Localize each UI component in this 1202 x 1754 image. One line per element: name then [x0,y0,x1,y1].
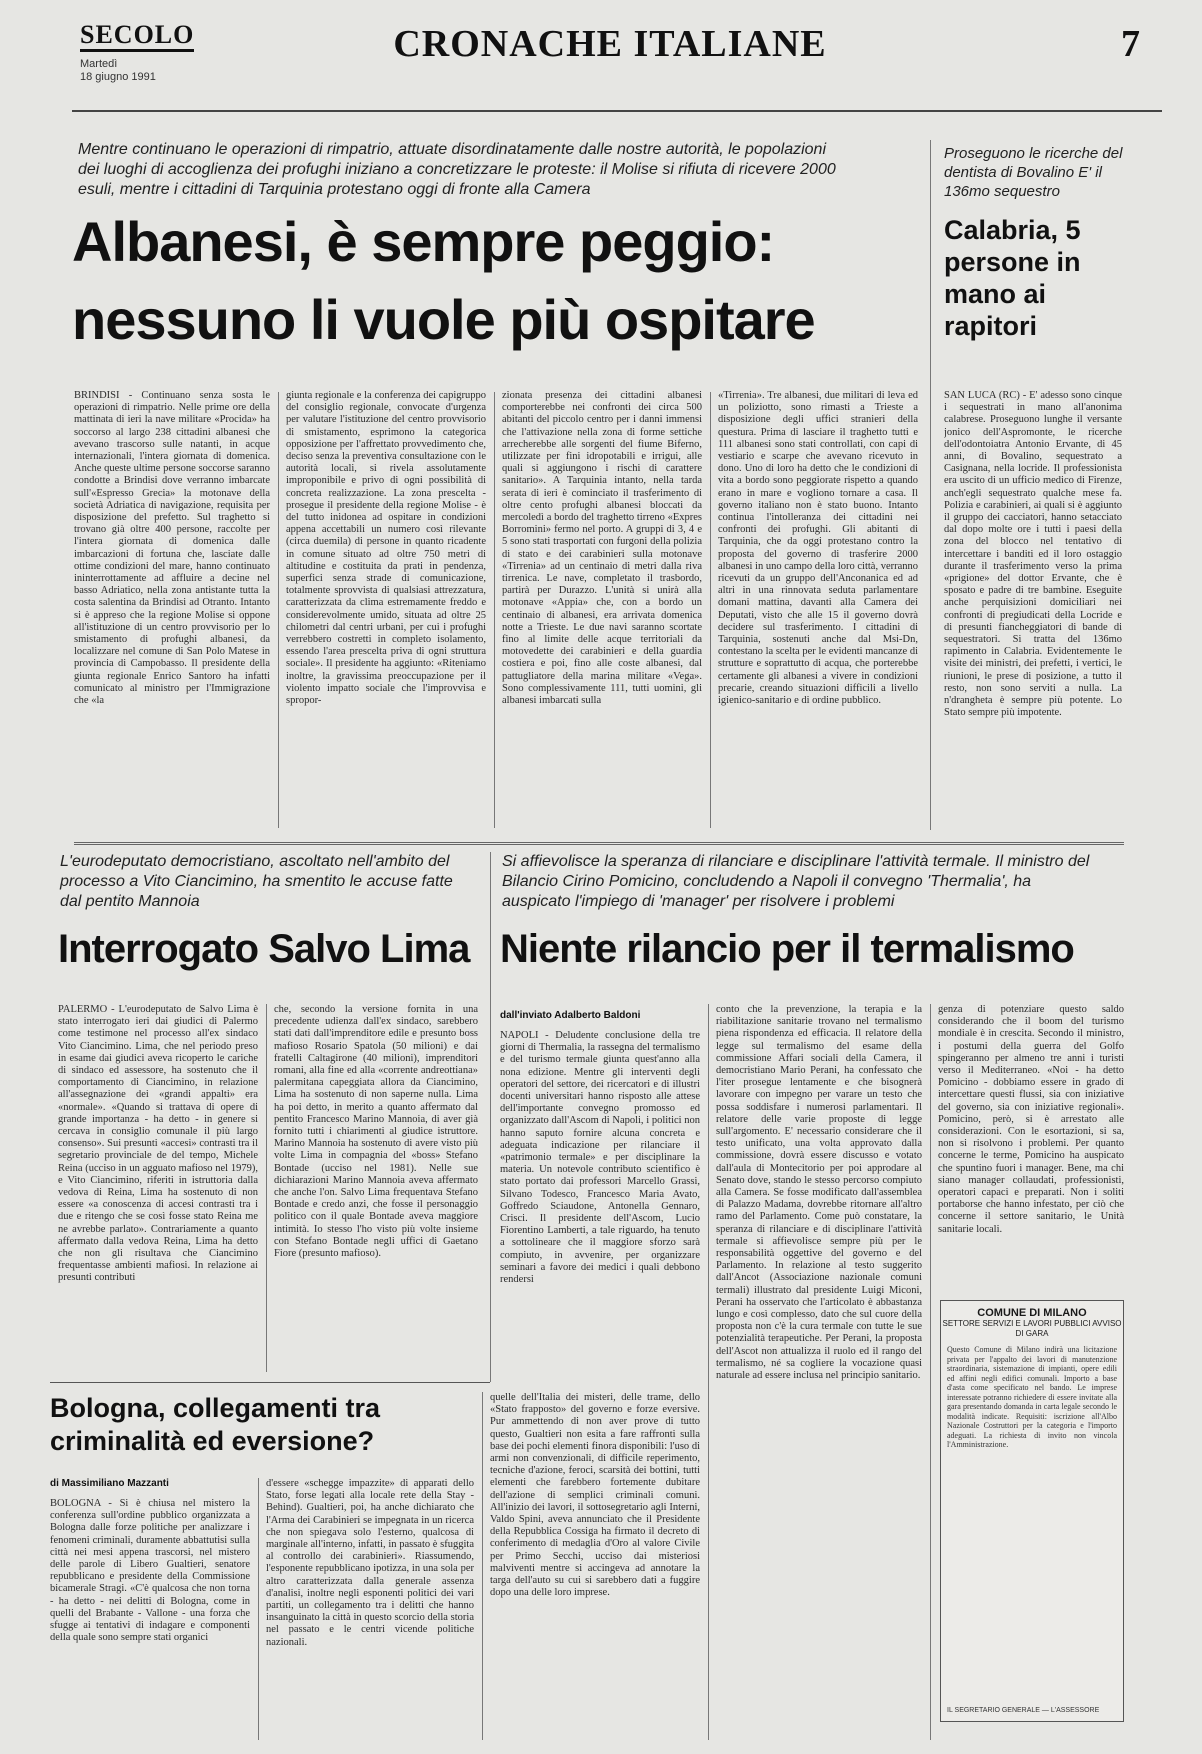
page-number: 7 [1121,23,1140,65]
issue-full-date: 18 giugno 1991 [80,71,156,83]
article-byline: dall'inviato Adalberto Baldoni [500,1010,641,1021]
article-column-1: BOLOGNA - Si è chiusa nel mistero la conferenza sull'ordine pubblico organizzata a Bologna dalle forze politiche per analizzare i fenomeni criminali, duramente abbattutisi sulla città nei mesi appena trascorsi, nel mistero delle parole di Libero Gualtieri, senatore repubblicano e presidente della Commissione bicamerale Stragi. «C'è qualcosa che non torna - ha detto - nei delitti di Bologna, come in quelli del Brabante - Vallone - una forza che sfugge ai tentativi di indagare e componenti della quale sono sempre stati organici [50,1498,250,1644]
article-column-2: giunta regionale e la conferenza dei capigruppo del consiglio regionale, convocate d'urgenza per valutare l'istituzione del centro provvisorio di smistamento, esprimono la categorica opposizione per l'affrettato provvedimento che, deciso senza la preventiva consultazione con le autorità locali, si rivela assolutamente improponibile e privo di ogni possibilità di concreta realizzazione. La zona prescelta - prosegue il presidente della regione Molise - è del tutto inidonea ad ospitare in condizioni appena accettabili un numero così rilevante (circa duemila) di persone in quanto ricadente in comune situato ad oltre 750 metri di altitudine e costituita da prati in pendenza, superfici senza strade di comunicazione, totalmente sprovvista di qualsiasi attrezzatura, caratterizzata da clima estremamente freddo e considerevolmente umido, situata ad oltre 25 chilometri dal centri urbani, per cui i profughi verrebbero costretti in completo isolamento, essendo l'area prescelta priva di ogni struttura sociale». Il presidente ha aggiunto: «Riteniamo inoltre, la gravissima preoccupazione per il violento impatto sociale che l'improvvisa e spropor- [286,390,486,707]
ad-body: Questo Comune di Milano indirà una licitazione privata per l'appalto dei lavori di manutenzione straordinaria, sistemazione di impianti, opere edili ed affini negli edifici comunali. Importo a base d'asta come specificato nel bando. Le imprese interessate potranno richiedere di essere invitate alla gara presentando domanda in carta legale secondo le modalità indicate. Requisiti: iscrizione all'Albo Nazionale Costruttori per la categoria e l'importo adeguati. La richiesta di invito non vincola l'Amministrazione. [947,1345,1117,1449]
article-column-3: quelle dell'Italia dei misteri, delle trame, dello «Stato frapposto» del governo e forze eversive. Pur ammettendo di non aver prove di tutto questo, Gualtieri non esita a fare raffronti sulla base dei pochi elementi finora disponibili: l'uso di armi non convenzionali, di difficile reperimento, tecniche d'azione, feroci, scarsità dei bottini, tutti elementi che farebbero fortemente dubitare dell'azione di semplici criminali comuni. All'inizio dei lavori, il sottosegretario agli Interni, Valdo Spini, aveva annunciato che il Presidente della Repubblica Cossiga ha firmato il decreto di conferimento di medaglia d'Oro al valore Civile per Primo Secchi, ucciso dai misteriosi malviventi mentre si accingeva ad annotare la targa dell'auto su cui si sarebbero dati a fuggire dopo una delle loro imprese. [490,1392,700,1599]
column-divider [278,392,279,828]
column-divider [258,1478,259,1740]
article-headline: Niente rilancio per il termalismo [500,927,1074,971]
column-divider [708,1004,709,1740]
article-headline-line2: nessuno li vuole più ospitare [72,288,815,351]
article-kicker: L'eurodeputato democristiano, ascoltato nell'ambito del processo a Vito Ciancimino, ha smentito le accuse fatte dal pentito Mannoia [60,853,453,910]
article-column-3: genza di potenziare questo saldo considerando che il boom del turismo mondiale è in crescita. Secondo il ministro, i postumi della guerra del Golfo spingeranno per almeno tre anni i turisti verso il Mediterraneo. «Noi - ha detto Pomicino - dobbiamo essere in grado di intercettare questi flussi, sia con iniziative del governo, sia con iniziative regionali». Pomicino, però, si è arrestato alle considerazioni. Con le esortazioni, si sa, non si risolvono i problemi. Per quanto concerne le terme, Pomicino ha auspicato che spuntino fuori i manager. Bene, ma chi siano manager collaudati, professionisti, operatori capaci e preparati. Non i soliti portaborse che hanno infestato, per ciò che concerne il settore sanitario, le Unità sanitarie locali. [938,1004,1124,1235]
column-divider [266,1004,267,1372]
article-column-1: PALERMO - L'eurodeputato de Salvo Lima è stato interrogato ieri dai giudici di Palermo come testimone nel processo all'ex sindaco Vito Ciancimino. Lima, che nel periodo preso in esame dai giudici aveva ricoperto le cariche di sindaco ed assessore, ha sostenuto che il comportamento di Ciancimino, in relazione all'assegnazione dei «grandi appalti» era «normale». «Quando si trattava di opere di grande importanza - ha detto - in genere si cercava in consiglio comunale il più largo consenso». Sui presunti «accesi» contrasti tra il segretario provinciale de del tempo, Michele Reina (ucciso in un agguato mafioso nel 1979), e Vito Ciancimino, riferiti in istruttoria dalla vedova di Reina, Lima ha sostenuto di non essere «a conoscenza di accesi contrasti tra i due e ritengo che se così fosse stato Reina me ne avrebbe parlato». Contrariamente a quanto affermato dalla vedova Reina, Lima ha detto che non gli risultava che Ciancimino frequentasse ambienti mafiosi. In relazione ai presunti contributi [58,1004,258,1284]
article-headline: Interrogato Salvo Lima [58,927,470,971]
article-column-1: BRINDISI - Continuano senza sosta le operazioni di rimpatrio. Nelle prime ore della mattinata di ieri la nave militare «Procida» ha soccorso al largo 238 cittadini albanesi che avevano trascorso sulle natanti, in acque internazionali, l'intera giornata di domenica. Anche queste ultime persone soccorse saranno condotte a Brindisi dove verranno imbarcate sull'«Espresso Grecia» la motonave della società Adriatica di navigazione, requisita per disposizione del prefetto. Sul traghetto si trovano già oltre 400 persone, raccolte per l'intera giornata di domenica dalle imbarcazioni di fortuna che, lasciate dalle ottime condizioni del mare, hanno continuato ininterrottamente ad affluire a decine nel basso Adriatico, nella zona antistante tutta la costa salentina da Brindisi ad Otranto. Intanto si è appreso che la regione Molise si oppone all'istituzione di un centro provvisorio per lo smistamento di profughi albanesi, da localizzare nel comune di San Polo Matese in provincia di Campobasso. Il presidente della giunta regionale Enrico Santoro ha infatti comunicato al ministro per l'Immigrazione che «la [74,390,270,707]
column-divider [482,1392,483,1740]
article-headline: Bologna, collegamenti tra criminalità ed eversione? [50,1393,381,1456]
sidebar-kicker: Proseguono le ricerche del dentista di Bovalino E' il 136mo sequestro [944,145,1123,200]
article-column-3: zionata presenza dei cittadini albanesi comporterebbe nei confronti dei circa 500 abitanti del piccolo centro per i danni immensi che l'attivazione nella zona di forme settiche arrecherebbe alle sorgenti del fiume Biferno, utilizzate per fini idropotabili e irrigui, alle quali si aggiungono i rischi di carattere sanitario». A Tarquinia intanto, nella tarda serata di ieri è cominciato il trasferimento di oltre cento profughi albanesi bloccati da mercoledì a bordo del traghetto tirreno «Expres Borromini» fermo nel porto. A gruppi di 3, 4 e 5 sono stati trasportati con furgoni della polizia di stato e dei carabinieri sulla motonave «Tirrenia» ad un centinaio di metri dalla riva tirrenica. Le nave, completato il trasbordo, partirà per Durazzo. L'unità si unirà alla motonave «Appia» che, con a bordo un centinaio di albanesi, era arrivata domenica notte a Trieste. Le due navi saranno scortate fino al limite delle acque territoriali da motovedette dei carabinieri e della guardia costiera e poi, fino alle coste albanesi, dal pattugliatore della marina militare «Vega». Sono complessivamente 111, tutti uomini, gli albanesi imbarcati sulla [502,390,702,707]
article-column-1: NAPOLI - Deludente conclusione della tre giorni di Thermalia, la rassegna del termalismo e del turismo termale giunta quest'anno alla nona edizione. Mentre gli interventi degli operatori del settore, dei ricercatori e di illustri docenti universitari hanno risposto alle attese dell'importante convegno promosso ed organizzato dall'Ascom di Napoli, i politici non hanno saputo fornire alcuna concreta e adeguata indicazione per rilanciare il «patrimonio termale» e per disciplinare la materia. Un notevole contributo scientifico è stato portato dai professori Marcello Grassi, Silvano Todesco, Francesco Maria Avato, Goffredo Sciaudone, Antonella Gennaro, Crisci. Il presidente dell'Ascom, Lucio Fiorentino Lamberti, a tale riguardo, ha tenuto a sottolineare che il maggiore sforzo sarà compiuto, in avvenire, per organizzare seminari a favore dei medici i quali debbono rendersi [500,1030,700,1286]
article-column-2: che, secondo la versione fornita in una precedente udienza dall'ex sindaco, sarebbero stati dati dall'imprenditore edile e presunto boss mafioso Rosario Spatola (50 milioni) e dai fratelli Caltagirone (40 milioni), imprenditori romani, alla fine ed alla «corrente andreottiana» palermitana capeggiata allora da Ciancimino, Lima ha sostenuto di non saperne nulla. Lima ha poi detto, in merito a quanto affermato dal pentito Francesco Marino Mannoia, di aver già fornito tutti i chiarimenti al giudice istruttore. Marino Mannoia ha sostenuto di avere visto più volte Lima in compagnia del «boss» Stefano Bontade (ucciso nel 1981). Nelle sue dichiarazioni Marino Mannoia aveva affermato che anche l'on. Salvo Lima frequentava Stefano Bontade e credo anzi, che fosse il personaggio politico con il quale Bontade aveva maggiore intimità. Io stesso l'ho visto più volte insieme con Stefano Bontade negli uffici di Gaetano Fiore (presunto mafioso). [274,1004,478,1260]
section-divider [74,842,1124,845]
sidebar-headline: Calabria, 5 persone in mano ai rapitori [944,215,1081,341]
article-column-4: «Tirrenia». Tre albanesi, due militari di leva ed un poliziotto, sono rimasti a Trieste a disposizione degli uffici stranieri della questura. Prima di lasciare il traghetto tutti e 111 albanesi sono stati controllati, con capi di vestiario e scarpe che avevano ricevuto in dono. Uno di loro ha detto che le condizioni di vita a bordo sono peggiorate rispetto a quando erano in mare e vogliono tornare a casa. Il governo italiano non è stato buono. Intanto continua l'intolleranza dei cittadini nei confronti dei profughi. Gli abitanti di Tarquinia, che da oggi protestano contro la proposta del governo di trasferire 2000 albanesi in uno campo della loro città, verranno ricevuti da un gruppo dell'Anconanica ed ad altri in una rinnovata seduta parlamentare domani mattina, davanti alla Camera dei Deputati, visto che alle 15 il governo dovrà decidere sul trasferimento. I cittadini di Tarquinia, sostenuti anche dal Msi-Dn, contestano la scelta per le evidenti mancanze di strutture e soprattutto di acqua, che porterebbe certamente gli albanesi a vivere in condizioni precarie, creando situazioni difficili a livello igienico-sanitario e di ordine pubblico. [718,390,918,707]
article-kicker: Si affievolisce la speranza di rilanciare e disciplinare l'attività termale. Il ministro del Bilancio Cirino Pomicino, concludendo a Napoli il convegno 'Thermalia', ha auspicato l'impiego di 'manager' per risolvere i problemi [502,853,1090,910]
article-column-2: d'essere «schegge impazzite» di apparati dello Stato, forse legati alla locale rete della Stay - Behind). Gualtieri, poi, ha anche dichiarato che l'Arma dei Carabinieri se impegnata in un ricerca che non spiegava solo l'esterno, qualcosa di marginale all'interno, infatti, in passato è sfuggita al controllo dei carabinieri». Riassumendo, l'esponente repubblicano ipotizza, in una sola per altro caratterizzata dalla generale assenza d'analisi, inoltre negli esponenti politici dei vari partiti, un collegamento tra i delitti che hanno insanguinato la città in questo scorcio della storia nel passato e le centri vicende politiche nazionali. [266,1478,474,1648]
masthead-rule [72,110,1162,112]
sidebar-divider [930,140,931,830]
newspaper-logo: SECOLO [80,22,194,52]
article-divider [490,852,491,1382]
public-notice-ad [940,1300,1124,1722]
sidebar-body: SAN LUCA (RC) - E' adesso sono cinque i sequestrati in mano all'anonima calabrese. Proseguono lunghe il versante jonico dell'Aspromonte, le ricerche dell'odontoiatra Antonio Ervante, di 45 anni, di Bovalino, sequestrato a Casignana, nella locride. Il professionista era uscito di un ufficio medico di Firenze, anch'egli sequestrato qualche mese fa. Polizia e carabinieri, ai quali si è aggiunto il gruppo dei cacciatori, hanno setacciato dal dopo molte ore i tutti i paesi della zona del blocco nel tentativo di intercettare i banditi ed il loro ostaggio durante il trasferimento verso la prima «prigione» del dottor Ervante, che è sposato e padre di tre bambine. Eseguite anche perquisizioni domiciliari nei confronti di pregiudicati della Locride e di presunti fiancheggiatori di bande di sequestratori. Si tratta del 136mo rapimento in Calabria. Evidentemente le visite dei ministri, dei prefetti, i vertici, le riunioni, le prese di posizione, a tutto il resto, non sono serviti a nulla. La n'drangheta è sempre più potente. Lo Stato sempre più impotente. [944,390,1122,719]
article-headline-line1: Albanesi, è sempre peggio: [72,210,775,273]
ad-title: COMUNE DI MILANO [977,1307,1087,1319]
section-title: CRONACHE ITALIANE [393,23,827,65]
column-divider [930,1004,931,1740]
ad-footer: IL SEGRETARIO GENERALE — L'ASSESSORE [947,1707,1100,1714]
issue-day: Martedì [80,58,118,70]
column-divider [710,392,711,828]
masthead [80,18,1140,98]
section-divider [50,1382,490,1383]
ad-subtitle: SETTORE SERVIZI E LAVORI PUBBLICI AVVISO DI GARA [942,1319,1122,1338]
article-column-2: conto che la prevenzione, la terapia e la riabilitazione sanitarie trovano nel termalismo piena rispondenza ed efficacia. Il relatore della legge sul termalismo del esame della commissione Affari sociali della Camera, il democristiano Mario Perani, ha confessato che l'iter prosegue lentamente e che bisognerà lavorare con impegno per varare un testo che possa soddisfare i numerosi parlamentari. Il relatore delle varie proposte di legge sull'argomento. E' necessario considerare che il testo unificato, una volta approvato dalla commissione, dovrà essere discusso e votato dall'aula di Montecitorio per poi approdare al Senato dove, stando le stesso percorso compiuto alla Camera. Se fosse modificato dall'assemblea di Palazzo Madama, dovrebbe ritornare all'altro ramo del Parlamento. Come può constatare, la speranza di rilanciare e di disciplinare l'attività termale si affievolisce sempre più per le responsabilità oggettive del governo e del Parlamento. In relazione al testo suggerito dall'Ancot (Associazione nazionale comuni termali) illustrato dal presidente Luigi Miconi, Perani ha osservato che l'articolato è abbastanza lungo e così complesso, dato che sul cuore della proposta non c'è la cura termale con tutte le sue potenzialità terapeutiche. Per Perani, la proposta dell'Ascot non attualizza il ruolo ed il rango del termalismo, né sa cogliere la vocazione quasi naturale ad essere inclusa nel principio sanitario. [716,1004,922,1382]
article-byline: di Massimiliano Mazzanti [50,1478,169,1489]
column-divider [494,392,495,828]
article-kicker: Mentre continuano le operazioni di rimpatrio, attuate disordinatamente dalle nostre autorità, le popolazioni dei luoghi di accoglienza dei profughi iniziano a concretizzare le proteste: il Molise si rifiuta di ricevere 2000 esuli, mentre i cittadini di Tarquinia protestano oggi di fronte alla Camera [78,141,836,198]
